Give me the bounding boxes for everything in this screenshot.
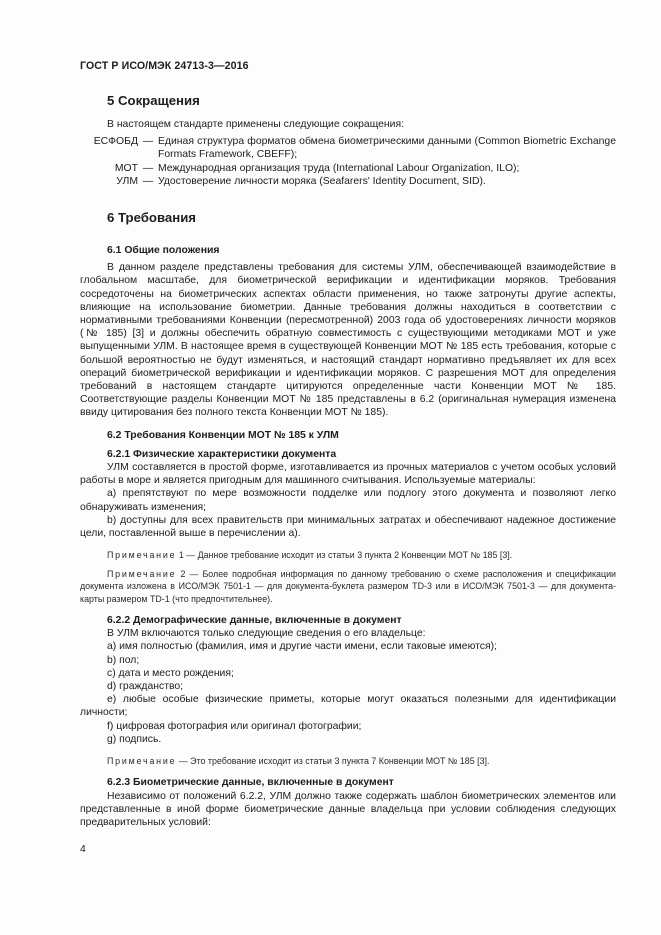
subsection-6-2-1-heading: 6.2.1 Физические характеристики документа [107,448,337,460]
subsection-6-2-heading: 6.2 Требования Конвенции МОТ № 185 к УЛМ [107,429,339,441]
section-5-intro: В настоящем стандарте применены следующие сокращения: [107,119,404,130]
section-5-heading: 5 Сокращения [107,93,200,108]
subsection-6-1-text: В данном разделе представлены требования для системы УЛМ, обеспечивающей взаимодействие в глобальном масштабе, для биометрической верификации и идентификации моряков. Требования сосредоточены на биометрических аспектах области применения, но также затронуты другие аспекты, влияющие на использование биометрии. Данные требования должны находиться в соответствии с нормативными требованиями Конвенции (пересмотренной) 2003 года об удостоверениях личности моряков (№ 185) [3] и должны обеспечить обратную совместимость с существующими методиками МОТ и уже выпущенными УЛМ. В настоящее время в существующей Конвенции МОТ № 185 есть требования, которые с большой вероятностью не будут изменяться, и настоящий стандарт нормативно предъявляет их для всех операций биометрической верификации и идентификации моряков. С разрешения МОТ для определения требований в настоящем стандарте цитируются определенные части Конвенции МОТ № 185. Соответствующие разделы Конвенции МОТ № 185 представлены в 6.2 (оригинальная нумерация изменена ввиду цитирования без полного текста Конвенции МОТ № 185). [80,262,616,419]
note-label: Примечание [107,550,177,561]
subsection-6-2-3-heading: 6.2.3 Биометрические данные, включенные в документ [107,777,394,789]
list-item-f: f) цифровая фотография или оригинал фотографии; [107,720,362,732]
list-item-a: a) препятствуют по мере возможности подделке или подлогу этого документа и позволяют легко обнаруживать изменения; [80,488,616,513]
subsection-6-2-1-text: УЛМ составляется в простой форме, изготавливается из прочных материалов с учетом особых условий работы в море и является пригодным для машинного считывания. Используемые материалы: [80,462,616,487]
list-item-e: e) любые особые физические приметы, которые могут оказаться полезными для идентификации личности; [80,694,616,719]
subsection-6-2-2-heading: 6.2.2 Демографические данные, включенные в документ [107,614,402,626]
abbreviation-term: МОТ [114,162,138,174]
list-item-a: a) имя полностью (фамилия, имя и другие части имени, если таковые имеются); [107,641,497,653]
list-item-g: g) подпись. [107,733,162,745]
note-text: 2 — Более подробная информация по данному требованию о схеме расположения и спецификации документа изложена в ИСО/МЭК 7501-1 — для документа-буклета размером TD-3 или в ИСО/МЭК 7501-3 — для документа-карты размером TD-1 (что предпочтительнее). [80,568,616,604]
abbreviation-dash: — [142,162,154,174]
page-content [80,93,616,829]
subsection-6-1-heading: 6.1 Общие положения [107,245,220,257]
note-1 [80,549,616,561]
note-2 [80,568,616,605]
abbreviation-term: ЕСФОБД [93,136,138,148]
abbreviation-definition: Удостоверение личности моряка (Seafarers' Identity Document, SID). [158,175,486,187]
section-6-heading: 6 Требования [107,210,197,226]
list-item-c: c) дата и место рождения; [107,667,234,679]
abbreviation-dash: — [142,175,154,187]
note-3 [80,755,616,767]
abbreviation-row [80,175,616,188]
standard-header: ГОСТ Р ИСО/МЭК 24713-3—2016 [80,60,249,72]
subsection-6-2-3-text: Независимо от положений 6.2.2, УЛМ должно также содержать шаблон биометрических элементов или представленные в иной форме биометрические данные владельца при условии соблюдения следующих предварительных условий: [80,790,616,828]
note-label: Примечание [107,568,177,579]
list-item-d: d) гражданство; [107,680,184,692]
note-text: 1 — Данное требование исходит из статьи 3 пункта 2 Конвенции МОТ № 185 [3]. [178,550,513,561]
note-text: — Это требование исходит из статьи 3 пункта 7 Конвенции МОТ № 185 [3]. [178,755,490,766]
abbreviation-definition: Единая структура форматов обмена биометрическими данными (Common Biometric Exchange Formats Framework, CBEFF); [158,136,616,161]
list-item-b: b) доступны для всех правительств при минимальных затратах и обеспечивают надежное достижение цели, поставленной выше в перечислении а). [80,514,616,540]
subsection-6-2-2-intro: В УЛМ включаются только следующие сведения о его владельце: [107,628,426,640]
abbreviation-row [80,162,616,175]
abbreviation-row [80,135,616,161]
abbreviation-list [80,135,616,188]
abbreviation-term: УЛМ [116,175,138,187]
note-label: Примечание [107,755,177,766]
page-number: 4 [80,844,86,855]
list-item-b: b) пол; [107,654,140,666]
abbreviation-definition: Международная организация труда (International Labour Organization, ILO); [158,162,520,174]
abbreviation-dash: — [142,136,154,148]
